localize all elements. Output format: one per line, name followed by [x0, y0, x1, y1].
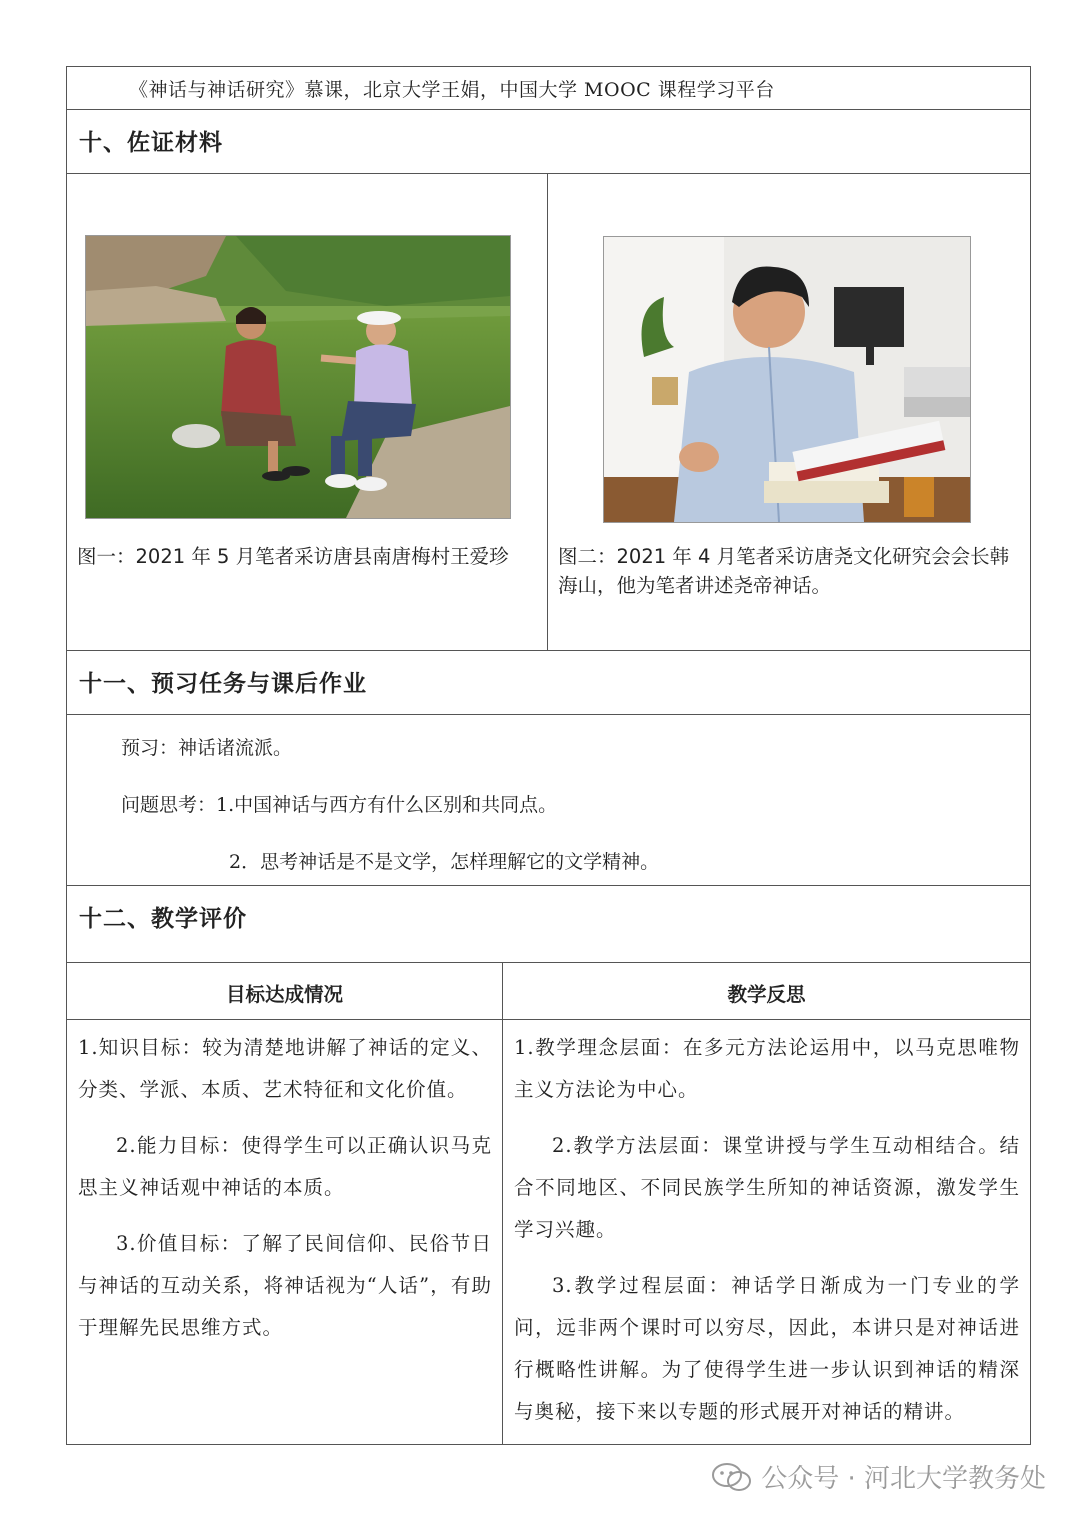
question-1: 问题思考：1.中国神话与西方有什么区别和共同点。 [121, 794, 558, 816]
eval-content-row [67, 1020, 1031, 1445]
reflection-item: 3.教学过程层面：神话学日渐成为一门专业的学问，远非两个课时可以穷尽，因此，本讲只是对神话进行概略性讲解。为了使得学生进一步认识到神话的精深与奥秘，接下来以专题的形式展开对神话的精讲。 [514, 1274, 1021, 1423]
homework-row [67, 715, 1031, 886]
photo1-cell [67, 174, 548, 651]
lesson-table [66, 66, 1031, 1445]
photo-interview-village [85, 235, 511, 519]
section11-title: 十一、预习任务与课后作业 [79, 671, 367, 697]
col-goal-header: 目标达成情况 [225, 983, 343, 1006]
section10-title: 十、佐证材料 [79, 130, 223, 156]
preview-task: 预习：神话诸流派。 [121, 737, 293, 759]
watermark-text: 公众号 · 河北大学教务处 [761, 1464, 1046, 1494]
reflection-list [503, 1020, 1030, 1433]
goal-item: 2.能力目标：使得学生可以正确认识马克思主义神话观中神话的本质。 [78, 1134, 492, 1199]
document-page [66, 66, 1030, 1445]
section10-header-row [67, 110, 1031, 174]
reflection-item: 2.教学方法层面：课堂讲授与学生互动相结合。结合不同地区、不同民族学生所知的神话资源，激发学生学习兴趣。 [514, 1134, 1021, 1241]
section12-header-row [67, 886, 1031, 963]
section12-title: 十二、教学评价 [79, 906, 247, 932]
photo-interview-scholar [603, 236, 971, 523]
photo1-caption: 图一：2021 年 5 月笔者采访唐县南唐梅村王爱珍 [77, 545, 509, 568]
photos-row [67, 174, 1031, 651]
photo2-cell [548, 174, 1031, 651]
wechat-icon [711, 1462, 753, 1492]
goal-item: 3.价值目标：了解了民间信仰、民俗节日与神话的互动关系，将神话视为“人话”，有助于理解先民思维方式。 [78, 1232, 492, 1339]
eval-column-headers [67, 963, 1031, 1020]
reference-row [67, 67, 1031, 110]
wechat-watermark [711, 1458, 1046, 1495]
reflection-item: 1.教学理念层面：在多元方法论运用中，以马克思唯物主义方法论为中心。 [514, 1036, 1021, 1101]
col-reflection-header: 教学反思 [727, 983, 806, 1006]
photo2-caption: 图二：2021 年 4 月笔者采访唐尧文化研究会会长韩海山，他为笔者讲述尧帝神话。 [558, 545, 1010, 597]
goal-item: 1.知识目标：较为清楚地讲解了神话的定义、分类、学派、本质、艺术特征和文化价值。 [78, 1036, 492, 1101]
reference-text: 《神话与神话研究》慕课，北京大学王娟，中国大学 MOOC 课程学习平台 [129, 79, 775, 101]
section11-header-row [67, 651, 1031, 715]
question-2: 2．思考神话是不是文学，怎样理解它的文学精神。 [229, 851, 660, 873]
homework-cell [67, 715, 1031, 886]
goal-list [67, 1020, 502, 1349]
